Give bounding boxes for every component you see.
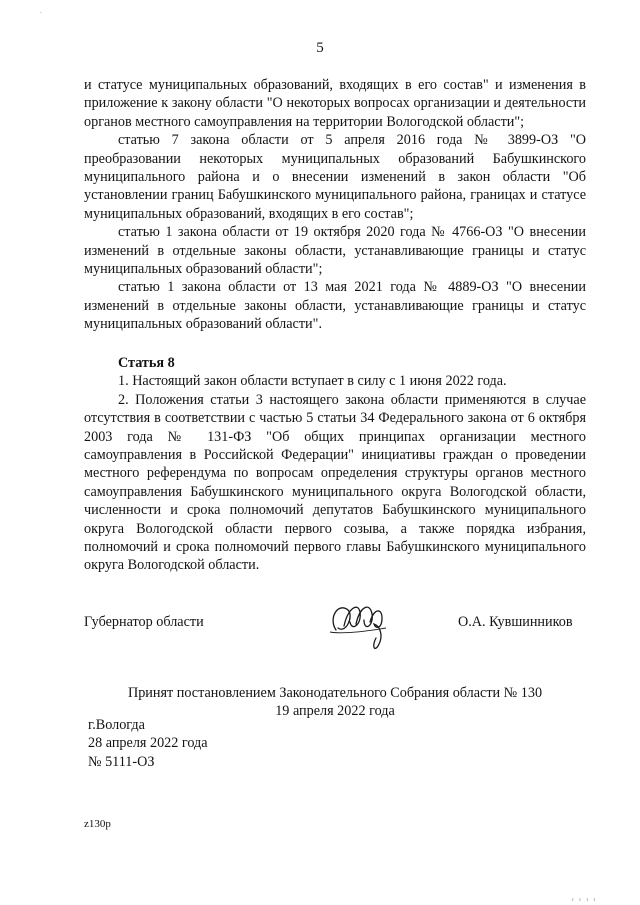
article-paragraph-2: 2. Положения статьи 3 настоящего закона области применяются в случае отсутствия в соответствии с частью 5 статьи 34 Федерального закона от 6 октября 2003 года № 131-ФЗ "Об общих принципах организации местного самоуправления в Российской Федерации" инициативы граждан о проведении местного референдума по вопросам определения структуры органов местного самоуправления Бабушкинского муниципального округа Вологодской области, численности и срока полномочий депутатов Бабушкинского муниципального округа Вологодской области первого созыва, а также порядка избрания, полномочий и срока полномочий первого главы Бабушкинского муниципального округа Вологодской области. xyxy=(84,391,586,574)
city: г.Вологда xyxy=(88,717,145,733)
page-number: 5 xyxy=(316,40,324,56)
body-paragraph-4: статью 1 закона области от 13 мая 2021 года № 4889-ОЗ "О внесении изменений в отдельные законы области, устанавливающие границы и статус муниципальных образований области". xyxy=(84,279,586,333)
governor-title: Губернатор области xyxy=(84,614,204,630)
document-code: z130p xyxy=(84,818,111,830)
law-number: № 5111-ОЗ xyxy=(88,753,155,770)
body-text xyxy=(84,76,586,334)
article-8 xyxy=(84,354,586,575)
adoption-line-1: Принят постановлением Законодательного Собрания области № 130 xyxy=(127,685,543,701)
signature-image xyxy=(322,596,396,656)
place-date-block xyxy=(88,716,208,771)
body-paragraph-1: и статусе муниципальных образований, входящих в его состав" и изменения в приложение к закону области "О некоторых вопросах организации и деятельности органов местного самоуправления на территории Вологодской области"; xyxy=(84,77,586,130)
article-paragraph-1: 1. Настоящий закон области вступает в силу с 1 июня 2022 года. xyxy=(118,373,507,390)
adoption-line-2: 19 апреля 2022 года xyxy=(275,703,395,720)
corner-mark: ı ı ı ı xyxy=(572,897,598,903)
body-paragraph-2: статью 7 закона области от 5 апреля 2016 года № 3899-ОЗ "О преобразовании некоторых муниципальных образований Бабушкинского муниципального района и о внесении изменений в закон области "Об установлении границ Бабушкинского муниципального района, границах и статусе муниципальных образований, входящих в его состав"; xyxy=(84,132,586,222)
edge-mark: - xyxy=(40,10,42,16)
governor-name: О.А. Кувшинников xyxy=(458,614,573,630)
signing-date: 28 апреля 2022 года xyxy=(88,735,208,752)
body-paragraph-3: статью 1 закона области от 19 октября 2020 года № 4766-ОЗ "О внесении изменений в отдельные законы области, устанавливающие границы и статус муниципальных образований области"; xyxy=(84,224,586,278)
article-heading: Статья 8 xyxy=(118,355,175,371)
